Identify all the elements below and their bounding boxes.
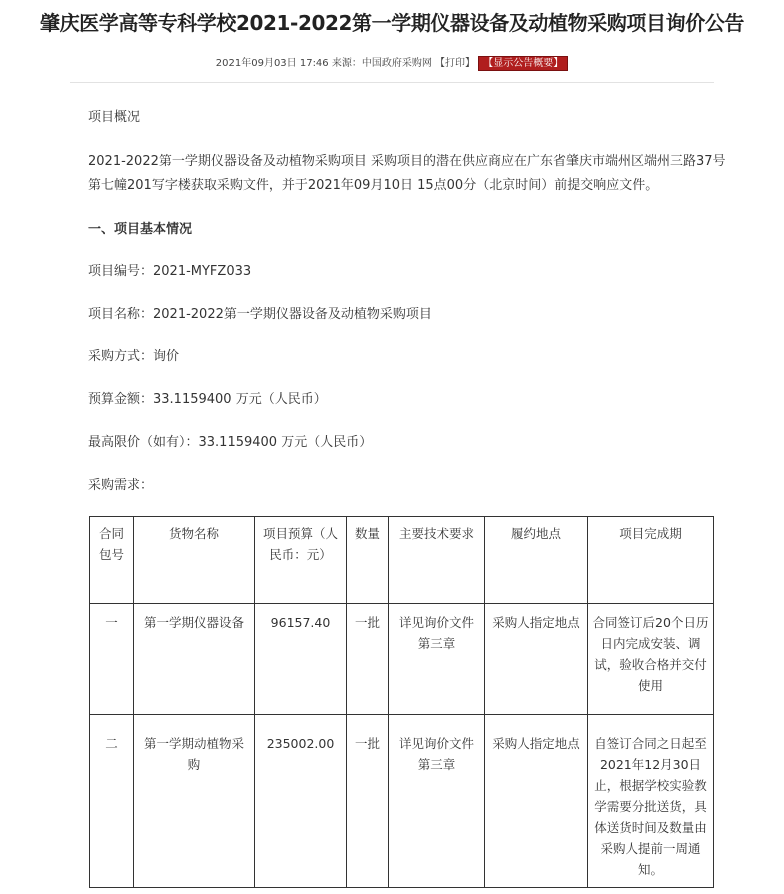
cell-budget: 235002.00	[255, 715, 347, 888]
cell-goods-name: 第一学期仪器设备	[134, 604, 255, 715]
max-price: 最高限价（如有）：33.1159400 万元（人民币）	[88, 435, 373, 450]
cell-delivery-location: 采购人指定地点	[485, 715, 588, 888]
cell-lot-no: 一	[90, 604, 134, 715]
cell-goods-name: 第一学期动植物采购	[134, 715, 255, 888]
requirements-label: 采购需求：	[88, 478, 154, 493]
header-tech-requirements: 主要技术要求	[389, 517, 485, 604]
cell-budget: 96157.40	[255, 604, 347, 715]
cell-delivery-location: 采购人指定地点	[485, 604, 588, 715]
publish-datetime: 2021年09月03日 17:46	[215, 58, 329, 69]
cell-tech-requirements: 详见询价文件第三章	[389, 715, 485, 888]
requirements-table	[89, 516, 714, 888]
overview-line-1: 2021-2022第一学期仪器设备及动植物采购项目 采购项目的潜在供应商应在广东省肇庆市端州区端州三路37号	[88, 154, 726, 169]
overview-heading: 项目概况	[88, 110, 141, 125]
header-divider	[70, 82, 714, 83]
source-label: 来源：	[331, 58, 362, 69]
cell-lot-no: 二	[90, 715, 134, 888]
cell-quantity: 一批	[347, 715, 389, 888]
header-goods-name: 货物名称	[134, 517, 255, 604]
source-name: 中国政府采购网	[361, 58, 432, 69]
cell-tech-requirements: 详见询价文件第三章	[389, 604, 485, 715]
header-budget: 项目预算（人民币：元）	[255, 517, 347, 604]
section-1-heading: 一、项目基本情况	[88, 222, 193, 237]
project-name: 项目名称：2021-2022第一学期仪器设备及动植物采购项目	[88, 307, 432, 322]
cell-quantity: 一批	[347, 604, 389, 715]
table-row	[90, 715, 714, 888]
header-delivery-location: 履约地点	[485, 517, 588, 604]
overview-line-2: 第七幢201写字楼获取采购文件，并于2021年09月10日 15点00分（北京时间）前提交响应文件。	[88, 178, 659, 193]
table-row	[90, 604, 714, 715]
header-quantity: 数量	[347, 517, 389, 604]
show-summary-button[interactable]: 【显示公告概要】	[478, 56, 568, 71]
cell-completion-period: 合同签订后20个日历日内完成安装、调试，验收合格并交付使用	[588, 604, 714, 715]
print-link[interactable]: 【打印】	[435, 58, 476, 69]
page-title: 肇庆医学高等专科学校2021-2022第一学期仪器设备及动植物采购项目询价公告	[39, 11, 745, 35]
project-number: 项目编号：2021-MYFZ033	[88, 264, 252, 279]
procurement-method: 采购方式：询价	[88, 349, 180, 364]
article-meta	[0, 56, 784, 71]
cell-completion-period: 自签订合同之日起至2021年12月30日止，根据学校实验教学需要分批送货，具体送货时间及数量由采购人提前一周通知。	[588, 715, 714, 888]
header-lot-no: 合同包号	[90, 517, 134, 604]
table-header-row	[90, 517, 714, 604]
budget-amount: 预算金额：33.1159400 万元（人民币）	[88, 392, 327, 407]
header-completion-period: 项目完成期	[588, 517, 714, 604]
